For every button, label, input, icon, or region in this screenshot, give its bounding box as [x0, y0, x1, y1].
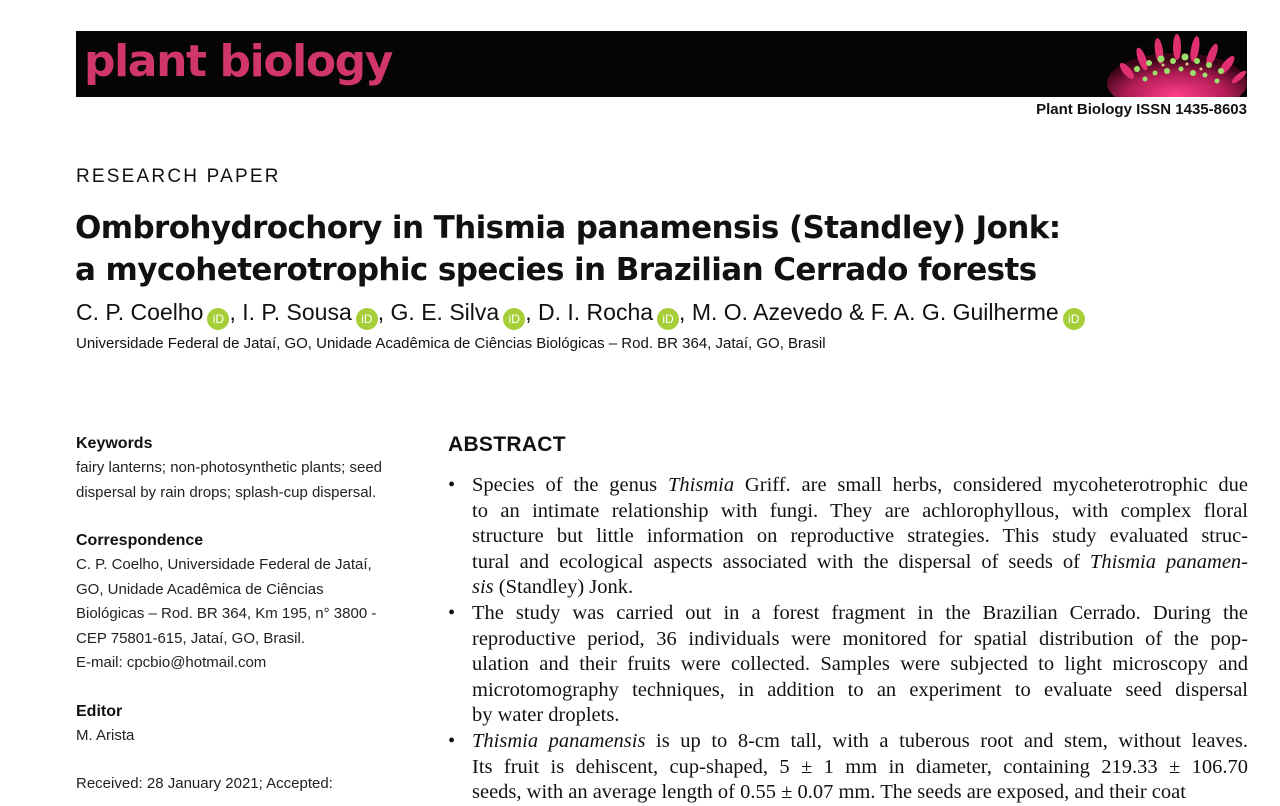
orcid-icon[interactable]: iD [503, 308, 525, 330]
author-name[interactable]: M. O. Azevedo [691, 299, 843, 325]
orcid-icon[interactable]: iD [207, 308, 229, 330]
author-name[interactable]: I. P. Sousa [242, 299, 352, 325]
abstract-section [448, 433, 1248, 804]
author-name[interactable]: G. E. Silva [390, 299, 500, 325]
author-list [76, 299, 1085, 330]
article-info-sidebar [76, 432, 426, 797]
abstract-bullet: • Species of the genus Thismia Griff. are small herbs, considered mycoheterotrophic due to an intimate relationship with fungi. They are achlorophyllous, with complex floral structure but little information on reproductive strategies. This study evaluated struc- tural and ecological aspects associated with the dispersal of seeds of Thismia panamen- sis (Standley) Jonk. [448, 473, 1248, 601]
keywords-heading: Keywords [76, 435, 153, 452]
correspondence-line: C. P. Coelho, Universidade Federal de Jataí, [76, 556, 372, 573]
journal-logo: plant biology [84, 36, 393, 87]
abstract-heading: ABSTRACT [448, 433, 566, 456]
author-separator: , [525, 299, 538, 325]
correspondence-line: Biológicas – Rod. BR 364, Km 195, n° 3800 - [76, 605, 377, 622]
abstract-bullet: • Thismia panamensis is up to 8-cm tall, with a tuberous root and stem, without leaves. Its fruit is dehiscent, cup-shaped, 5 ± 1 mm in diameter, containing 219.33 ± 106.70 seeds, with an average length of 0.55 ± 0.07 mm. The seeds are exposed, and their coat [448, 729, 1248, 806]
abstract-bullet-list [448, 473, 1248, 806]
affiliation: Universidade Federal de Jataí, GO, Unidade Acadêmica de Ciências Biológicas – Rod. BR 364, Jataí, GO, Brasil [76, 335, 826, 352]
keywords-line: dispersal by rain drops; splash-cup dispersal. [76, 483, 377, 501]
orcid-icon[interactable]: iD [1063, 308, 1085, 330]
correspondence-line: GO, Unidade Acadêmica de Ciências [76, 580, 324, 598]
orcid-icon[interactable]: iD [657, 308, 679, 330]
correspondence-heading: Correspondence [76, 532, 204, 549]
issn-line: Plant Biology ISSN 1435-8603 [1036, 101, 1247, 118]
author-separator: , [377, 299, 391, 325]
journal-banner [76, 31, 1247, 97]
received-date: Received: 28 January 2021; Accepted: [76, 775, 333, 792]
author-separator: & [842, 299, 871, 325]
author-name[interactable]: C. P. Coelho [76, 299, 204, 325]
orcid-icon[interactable]: iD [356, 308, 378, 330]
author-name[interactable]: F. A. G. Guilherme [870, 299, 1059, 325]
paper-title [75, 207, 1235, 291]
author-name[interactable]: D. I. Rocha [537, 299, 654, 325]
flower-image [1097, 31, 1247, 97]
title-line-1: Ombrohydrochory in Thismia panamensis (Standley) Jonk: [75, 210, 1061, 246]
editor-name: M. Arista [76, 726, 135, 744]
title-line-2: a mycoheterotrophic species in Brazilian Cerrado forests [75, 252, 1037, 288]
correspondence-email[interactable]: E-mail: cpcbio@hotmail.com [76, 654, 267, 671]
correspondence-line: CEP 75801-615, Jataí, GO, Brasil. [76, 629, 306, 647]
abstract-bullet: • The study was carried out in a forest fragment in the Brazilian Cerrado. During the reproductive period, 36 individuals were monitored for spatial distribution of the pop- ulation and their fruits were collected. Samples were subjected to light microscopy and microtomography techniques, in addition to an experiment to evaluate seed dispersal by water droplets. [448, 601, 1248, 729]
paper-type: RESEARCH PAPER [76, 166, 281, 187]
editor-heading: Editor [76, 702, 123, 720]
keywords-line: fairy lanterns; non-photosynthetic plants; seed [76, 459, 383, 476]
author-separator: , [229, 299, 243, 325]
author-separator: , [679, 299, 692, 325]
